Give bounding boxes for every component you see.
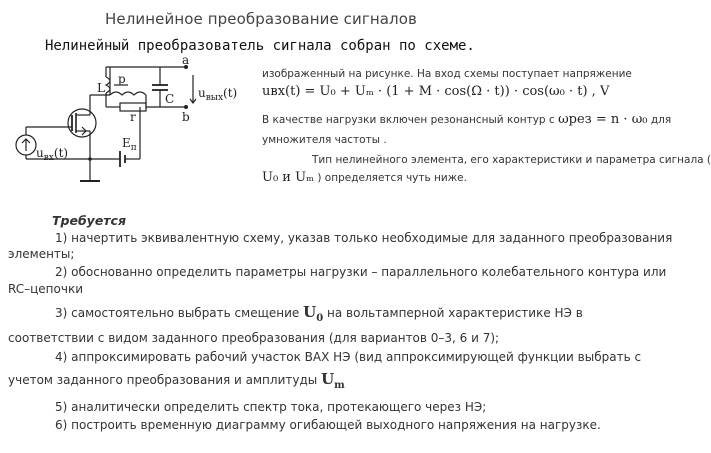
description-line-4: умножителя частоты . — [262, 134, 387, 146]
label-C: C — [165, 92, 175, 106]
requirements-heading: Требуется — [52, 213, 126, 228]
task-5: 5) аналитически определить спектр тока, протекающего через НЭ; — [55, 400, 487, 414]
input-voltage-formula: uвх(t) = U₀ + Uₘ · (1 + M · cos(Ω · t)) · cos(ω₀ · t) , V — [262, 84, 610, 99]
description-line-3: В качестве нагрузки включен резонансный контур с ωрез = n · ω₀ для — [262, 112, 672, 127]
label-b: b — [182, 110, 190, 124]
task-1-line-2: элементы; — [8, 247, 75, 261]
label-L: L — [97, 81, 105, 95]
label-En: $E_п$ — [122, 136, 137, 153]
page-subtitle: Нелинейный преобразователь сигнала собран по схеме. — [45, 38, 475, 54]
label-uvyx: $u_{вых}(t)$ — [198, 86, 238, 103]
label-p: p — [118, 72, 126, 86]
circuit-diagram — [10, 55, 250, 195]
task-3-line-1: 3) самостоятельно выбрать смещение $U_0$ на вольтамперной характеристике НЭ в — [55, 303, 583, 324]
task-2-line-1: 2) обоснованно определить параметры нагрузки – параллельного колебательного контура или — [55, 265, 667, 279]
label-a: a — [182, 53, 190, 67]
label-uvx: $u_{вх}(t)$ — [36, 146, 69, 163]
task-4-line-1: 4) аппроксимировать рабочий участок ВАХ НЭ (вид аппроксимирующей функции выбрать с — [55, 350, 642, 364]
label-r: r — [130, 110, 136, 124]
page-title: Нелинейное преобразование сигналов — [105, 10, 417, 28]
description-line-5: Тип нелинейного элемента, его характеристики и параметра сигнала ( — [312, 154, 711, 166]
task-6: 6) построить временную диаграмму огибающей выходного напряжения на нагрузке. — [55, 418, 601, 432]
description-line-1: изображенный на рисунке. На вход схемы поступает напряжение — [262, 68, 632, 80]
task-4-line-2: учетом заданного преобразования и амплитуды $U_m$ — [8, 370, 345, 391]
task-2-line-2: RC–цепочки — [8, 282, 83, 296]
task-1-line-1: 1) начертить эквивалентную схему, указав только необходимые для заданного преобразования — [55, 231, 673, 245]
task-3-line-2: соответствии с видом заданного преобразования (для вариантов 0–3, 6 и 7); — [8, 331, 500, 345]
description-line-6: U₀ и Uₘ ) определяется чуть ниже. — [262, 170, 467, 185]
